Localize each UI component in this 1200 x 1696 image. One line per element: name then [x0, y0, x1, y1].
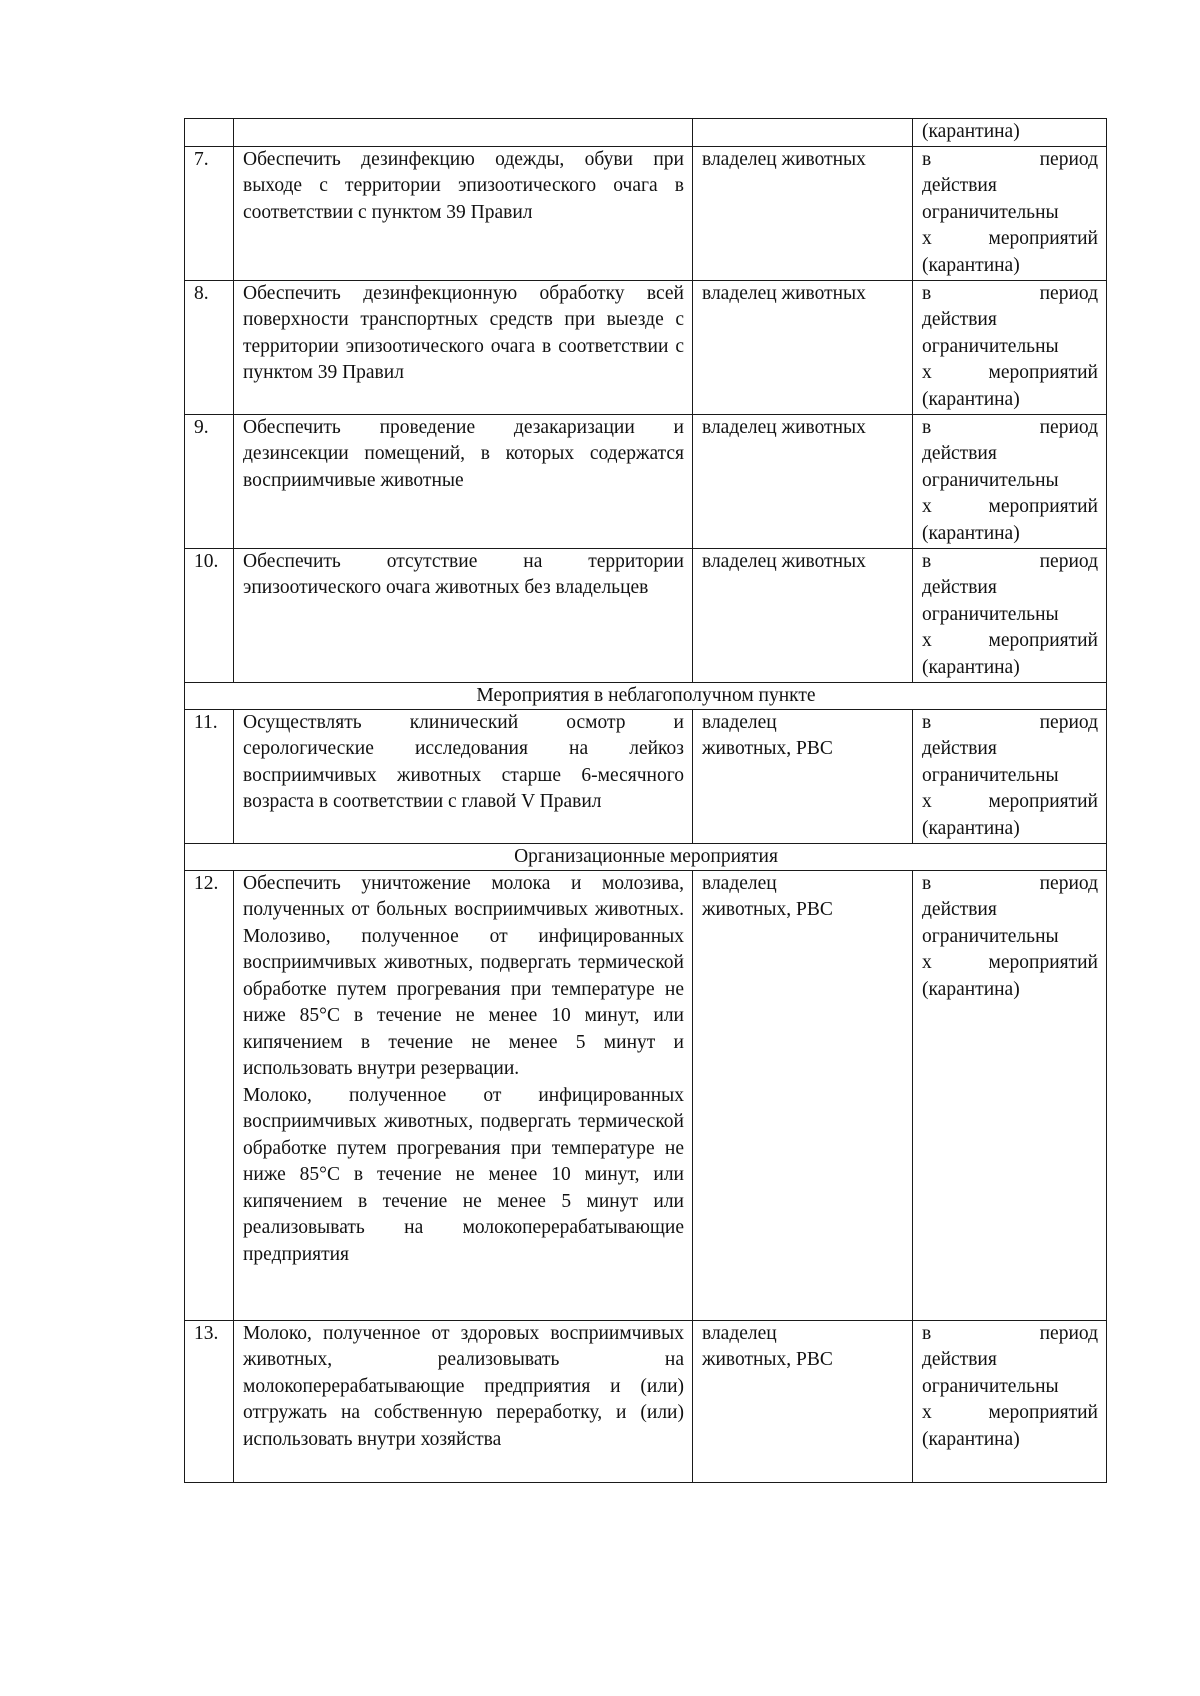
- term-line: в период: [922, 148, 1098, 170]
- term-cell: [913, 146, 1107, 280]
- term-cell: [913, 1320, 1107, 1482]
- responsible-line: владелец: [702, 872, 777, 894]
- term-line: действия: [922, 899, 997, 920]
- row-number-cell: 10.: [185, 548, 234, 682]
- term-line: (карантина): [922, 1428, 1020, 1450]
- row-number-cell: 13.: [185, 1320, 234, 1482]
- term-line: х мероприятий: [922, 791, 1098, 812]
- measures-table: [184, 118, 1107, 1483]
- responsible-cell: [693, 119, 913, 147]
- responsible-cell: владелец животных: [693, 548, 913, 682]
- responsible-cell: [693, 709, 913, 843]
- term-line: в период: [922, 711, 1098, 733]
- description-cell: Обеспечить дезинфекционную обработку всей поверхности транспортных средств при выезде с территории эпизоотического очага в соответствии с пунктом 39 Правил: [234, 280, 693, 414]
- term-line: в период: [922, 416, 1098, 438]
- table-row: [185, 548, 1107, 682]
- description-paragraph: Обеспечить уничтожение молока и молозива, полученных от больных восприимчивых животных. Молозиво, полученное от инфицированных восприимчивых животных, подвергать термической обработке путем прогревания при температуре не ниже 85°С в течение не менее 10 минут, или кипячением в течение не менее 5 минут и использовать внутри резервации.: [243, 872, 684, 1079]
- term-line: действия: [922, 175, 997, 196]
- description-cell: Обеспечить отсутствие на территории эпизоотического очага животных без владельцев: [234, 548, 693, 682]
- row-number-cell: 7.: [185, 146, 234, 280]
- responsible-cell: владелец животных: [693, 280, 913, 414]
- term-line: х мероприятий: [922, 228, 1098, 249]
- term-line: в период: [922, 282, 1098, 304]
- responsible-line: владелец: [702, 711, 777, 733]
- row-number-cell: 8.: [185, 280, 234, 414]
- table-row: [185, 280, 1107, 414]
- description-cell: Осуществлять клинический осмотр и серологические исследования на лейкоз восприимчивых животных старше 6-месячного возраста в соответствии с главой V Правил: [234, 709, 693, 843]
- description-cell: Обеспечить проведение дезакаризации и дезинсекции помещений, в которых содержатся восприимчивые животные: [234, 414, 693, 548]
- term-line: действия: [922, 738, 997, 759]
- row-number-cell: 12.: [185, 870, 234, 1320]
- table-row: [185, 709, 1107, 843]
- term-line: ограничительны: [922, 335, 1059, 357]
- term-line: (карантина): [922, 817, 1020, 839]
- table-row: [185, 414, 1107, 548]
- term-line: действия: [922, 577, 997, 598]
- responsible-line: животных, РВС: [702, 899, 833, 920]
- term-line: действия: [922, 1349, 997, 1370]
- term-line: ограничительны: [922, 469, 1059, 491]
- term-line: х мероприятий: [922, 362, 1098, 383]
- term-line: (карантина): [922, 656, 1020, 678]
- responsible-cell: [693, 1320, 913, 1482]
- responsible-cell: владелец животных: [693, 146, 913, 280]
- term-line: (карантина): [922, 121, 1020, 142]
- term-line: (карантина): [922, 388, 1020, 410]
- description-cell: Обеспечить дезинфекцию одежды, обуви при выходе с территории эпизоотического очага в соответствии с пунктом 39 Правил: [234, 146, 693, 280]
- table-row: [185, 870, 1107, 1320]
- term-line: (карантина): [922, 522, 1020, 544]
- term-cell: [913, 548, 1107, 682]
- responsible-line: животных, РВС: [702, 1349, 833, 1370]
- term-line: в период: [922, 550, 1098, 572]
- section-row: [185, 843, 1107, 870]
- description-cell: Молоко, полученное от здоровых восприимчивых животных, реализовывать на молокоперерабатывающие предприятия и (или) отгружать на собственную переработку, и (или) использовать внутри хозяйства: [234, 1320, 693, 1482]
- term-cell: [913, 709, 1107, 843]
- term-line: х мероприятий: [922, 496, 1098, 517]
- term-line: действия: [922, 309, 997, 330]
- table-row: [185, 146, 1107, 280]
- description-cell: [234, 119, 693, 147]
- term-line: ограничительны: [922, 201, 1059, 223]
- term-line: ограничительны: [922, 764, 1059, 786]
- responsible-cell: [693, 870, 913, 1320]
- table-row: [185, 1320, 1107, 1482]
- term-cell: [913, 280, 1107, 414]
- term-line: (карантина): [922, 254, 1020, 276]
- term-line: х мероприятий: [922, 1402, 1098, 1423]
- row-number-cell: 11.: [185, 709, 234, 843]
- description-paragraph: Молоко, полученное от инфицированных восприимчивых животных, подвергать термической обработке путем прогревания при температуре не ниже 85°С в течение не менее 10 минут, или кипячением в течение не менее 5 минут или реализовывать на молокоперерабатывающие предприятия: [243, 1084, 684, 1265]
- term-line: ограничительны: [922, 603, 1059, 625]
- responsible-cell: владелец животных: [693, 414, 913, 548]
- responsible-line: владелец: [702, 1322, 777, 1344]
- section-row: [185, 682, 1107, 709]
- term-line: в период: [922, 1322, 1098, 1344]
- term-line: действия: [922, 443, 997, 464]
- section-heading: Организационные мероприятия: [185, 843, 1107, 870]
- description-cell: [234, 870, 693, 1320]
- term-line: в период: [922, 872, 1098, 894]
- section-heading: Мероприятия в неблагополучном пункте: [185, 682, 1107, 709]
- term-line: ограничительны: [922, 1375, 1059, 1397]
- term-line: ограничительны: [922, 925, 1059, 947]
- term-cell: [913, 414, 1107, 548]
- term-cell: [913, 870, 1107, 1320]
- table-row-continuation: [185, 119, 1107, 147]
- responsible-line: животных, РВС: [702, 738, 833, 759]
- term-line: х мероприятий: [922, 630, 1098, 651]
- term-line: х мероприятий: [922, 952, 1098, 973]
- term-cell: [913, 119, 1107, 147]
- term-line: (карантина): [922, 978, 1020, 1000]
- row-number-cell: [185, 119, 234, 147]
- row-number-cell: 9.: [185, 414, 234, 548]
